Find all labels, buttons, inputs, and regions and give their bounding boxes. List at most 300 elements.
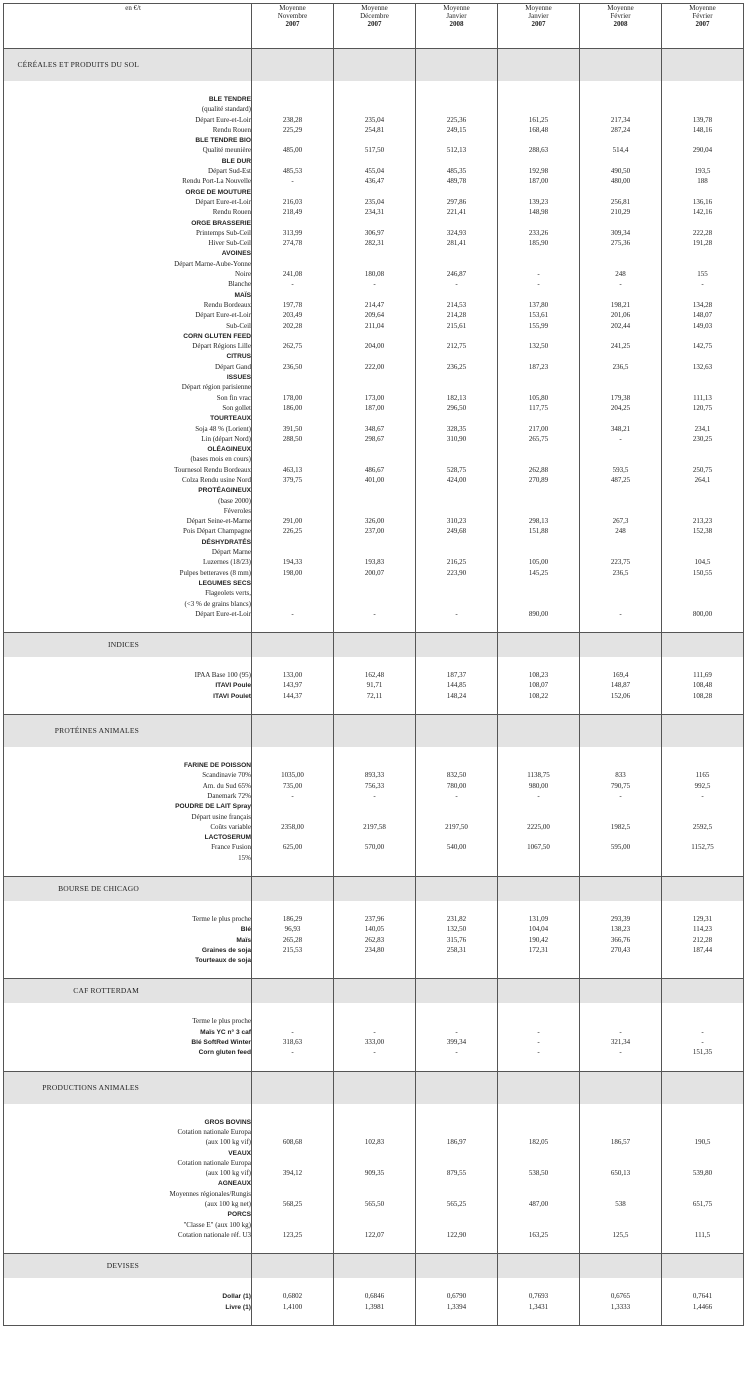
table-row (4, 589, 744, 599)
value-cell (416, 1179, 498, 1189)
table-row (4, 761, 744, 771)
value-cell: 293,39 (580, 915, 662, 925)
value-cell: 216,03 (252, 198, 334, 208)
spacer-cell (498, 1003, 580, 1017)
value-cell (416, 486, 498, 496)
spacer-cell (662, 1104, 744, 1118)
section-header-cell (252, 1254, 334, 1279)
value-cell: 139,78 (662, 116, 744, 126)
value-cell: 735,00 (252, 782, 334, 792)
value-cell (416, 1190, 498, 1200)
spacer-cell (580, 1059, 662, 1072)
value-cell (334, 1210, 416, 1220)
spacer-cell (662, 747, 744, 761)
value-cell (662, 1221, 744, 1231)
value-cell (334, 105, 416, 115)
row-label: BLE TENDRE (208, 96, 251, 103)
value-cell (416, 1017, 498, 1027)
value-cell: 486,67 (334, 466, 416, 476)
spacer-cell (416, 747, 498, 761)
value-cell: 151,88 (498, 527, 580, 537)
value-cell: 0,7641 (662, 1292, 744, 1302)
value-cell: 485,53 (252, 167, 334, 177)
value-cell: 1067,50 (498, 843, 580, 853)
section-header-cell (252, 715, 334, 748)
table-row (4, 854, 744, 864)
value-cell: 150,55 (662, 569, 744, 579)
value-cell: 270,43 (580, 946, 662, 956)
column-header-line: Moyenne (607, 4, 634, 12)
column-header (252, 4, 334, 49)
column-header-line: 2007 (695, 20, 710, 28)
row-label: Pois Départ Champagne (182, 527, 251, 536)
value-cell: - (580, 1048, 662, 1058)
value-cell (334, 507, 416, 517)
value-cell: 1152,75 (662, 843, 744, 853)
value-cell (252, 219, 334, 229)
spacer-cell (252, 1313, 334, 1326)
spacer-cell (4, 966, 252, 979)
row-label: Noire (235, 270, 251, 279)
value-cell (416, 761, 498, 771)
section-header-cell (498, 979, 580, 1004)
value-cell: 197,78 (252, 301, 334, 311)
value-cell (498, 497, 580, 507)
section-header-cell (334, 633, 416, 658)
value-cell: - (334, 792, 416, 802)
spacer-cell (580, 1003, 662, 1017)
section-header-cell (416, 715, 498, 748)
table-row (4, 476, 744, 486)
spacer-row (4, 1059, 744, 1072)
value-cell: 517,50 (334, 146, 416, 156)
value-cell (416, 854, 498, 864)
value-cell: 394,12 (252, 1169, 334, 1179)
value-cell (498, 219, 580, 229)
value-cell: 168,48 (498, 126, 580, 136)
value-cell: 236,25 (416, 363, 498, 373)
row-label: ISSUES (226, 374, 251, 382)
section-header (4, 633, 744, 658)
table-row (4, 692, 744, 702)
table-row (4, 1231, 744, 1241)
row-label: Hiver Sub-Ceil (208, 239, 251, 248)
value-cell: 2197,58 (334, 823, 416, 833)
value-cell: 193,83 (334, 558, 416, 568)
value-cell (252, 414, 334, 424)
value-cell (662, 1118, 744, 1128)
spacer-cell (416, 657, 498, 671)
value-cell: 190,42 (498, 936, 580, 946)
table-row (4, 1292, 744, 1302)
row-label: Tournesol Rendu Bordeaux (174, 465, 251, 474)
value-cell: 105,00 (498, 558, 580, 568)
spacer-row (4, 657, 744, 671)
value-cell (580, 414, 662, 424)
value-cell: 485,35 (416, 167, 498, 177)
section-header-cell (252, 1071, 334, 1104)
value-cell: - (580, 610, 662, 620)
value-cell (416, 833, 498, 843)
value-cell: 187,37 (416, 671, 498, 681)
value-cell: 214,53 (416, 301, 498, 311)
value-cell (662, 538, 744, 548)
value-cell (416, 291, 498, 301)
value-cell: - (580, 280, 662, 290)
column-header-line: Décembre (360, 12, 389, 20)
row-label: LEGUMES SECS (198, 579, 251, 587)
value-cell (498, 157, 580, 167)
value-cell: 211,04 (334, 322, 416, 332)
value-cell: 192,98 (498, 167, 580, 177)
section-header-cell (580, 633, 662, 658)
value-cell: - (416, 1028, 498, 1038)
value-cell (334, 1221, 416, 1231)
row-label: GROS BOVINS (204, 1118, 251, 1126)
spacer-cell (252, 966, 334, 979)
value-cell (580, 136, 662, 146)
spacer-cell (252, 1241, 334, 1254)
value-cell: 231,82 (416, 915, 498, 925)
value-cell: 0,6765 (580, 1292, 662, 1302)
spacer-row (4, 1313, 744, 1326)
value-cell (334, 579, 416, 589)
row-label: France Fusion (211, 843, 251, 852)
value-cell (662, 249, 744, 259)
table-row (4, 558, 744, 568)
value-cell: - (498, 270, 580, 280)
value-cell: 223,75 (580, 558, 662, 568)
value-cell (498, 1190, 580, 1200)
value-cell: - (334, 610, 416, 620)
value-cell (662, 445, 744, 455)
value-cell (252, 507, 334, 517)
section-header-cell (252, 633, 334, 658)
value-cell (662, 414, 744, 424)
table-row (4, 1210, 744, 1220)
spacer-cell (334, 1003, 416, 1017)
spacer-cell (416, 1241, 498, 1254)
row-label: Féveroles (223, 506, 251, 515)
value-cell (252, 352, 334, 362)
table-row (4, 1179, 744, 1189)
value-cell (662, 157, 744, 167)
value-cell (252, 1190, 334, 1200)
value-cell: 608,68 (252, 1138, 334, 1148)
value-cell (498, 1159, 580, 1169)
row-label: Blanche (228, 280, 251, 289)
value-cell (580, 157, 662, 167)
value-cell: 321,34 (580, 1038, 662, 1048)
value-cell: - (334, 280, 416, 290)
value-cell (252, 249, 334, 259)
value-cell: 1,3431 (498, 1303, 580, 1313)
value-cell (416, 455, 498, 465)
row-label: ORGE DE MOUTURE (185, 188, 251, 196)
spacer-cell (4, 1059, 252, 1072)
value-cell: - (662, 1038, 744, 1048)
value-cell (334, 802, 416, 812)
spacer-cell (498, 1313, 580, 1326)
row-label: VEAUX (228, 1149, 251, 1157)
price-table-container (3, 3, 743, 1326)
value-cell (498, 383, 580, 393)
value-cell (416, 1210, 498, 1220)
row-label: Terme le plus proche (192, 1017, 251, 1026)
value-cell: 111,69 (662, 671, 744, 681)
value-cell (334, 260, 416, 270)
column-header-line: 2008 (449, 20, 464, 28)
value-cell: 235,04 (334, 198, 416, 208)
section-header-cell (580, 49, 662, 82)
row-label: Colza Rendu usine Nord (181, 475, 251, 484)
section-header (4, 715, 744, 748)
value-cell: 133,00 (252, 671, 334, 681)
row-label: Tourteaux de soja (195, 957, 251, 965)
value-cell: - (416, 610, 498, 620)
table-row (4, 1149, 744, 1159)
table-row (4, 394, 744, 404)
value-cell: 568,25 (252, 1200, 334, 1210)
spacer-cell (334, 702, 416, 715)
value-cell: 540,00 (416, 843, 498, 853)
value-cell: 890,00 (498, 610, 580, 620)
value-cell (662, 95, 744, 105)
value-cell: 879,55 (416, 1169, 498, 1179)
value-cell (334, 1190, 416, 1200)
value-cell: 241,25 (580, 342, 662, 352)
table-row (4, 198, 744, 208)
value-cell (662, 291, 744, 301)
row-label: PORCS (227, 1211, 251, 1219)
value-cell: 489,78 (416, 177, 498, 187)
table-row (4, 322, 744, 332)
value-cell (416, 548, 498, 558)
value-cell (662, 188, 744, 198)
value-cell (580, 548, 662, 558)
value-cell (334, 1159, 416, 1169)
column-header-line: Moyenne (525, 4, 552, 12)
value-cell (334, 383, 416, 393)
value-cell (498, 332, 580, 342)
value-cell (416, 157, 498, 167)
value-cell: 249,68 (416, 527, 498, 537)
value-cell (252, 1128, 334, 1138)
value-cell (662, 600, 744, 610)
value-cell: 162,48 (334, 671, 416, 681)
value-cell: 651,75 (662, 1200, 744, 1210)
value-cell: 282,31 (334, 239, 416, 249)
table-row (4, 260, 744, 270)
spacer-cell (416, 1059, 498, 1072)
spacer-cell (580, 864, 662, 877)
section-header-cell (662, 715, 744, 748)
value-cell (498, 538, 580, 548)
row-label: FARINE DE POISSON (183, 762, 251, 770)
value-cell: 310,23 (416, 517, 498, 527)
value-cell: 204,00 (334, 342, 416, 352)
spacer-cell (416, 702, 498, 715)
value-cell (498, 1017, 580, 1027)
value-cell (662, 956, 744, 966)
value-cell: 172,31 (498, 946, 580, 956)
value-cell: 265,75 (498, 435, 580, 445)
column-header-line: Février (692, 12, 713, 20)
value-cell (334, 1118, 416, 1128)
table-row (4, 249, 744, 259)
value-cell: 152,38 (662, 527, 744, 537)
spacer-row (4, 81, 744, 95)
value-cell (662, 1179, 744, 1189)
value-cell (662, 813, 744, 823)
table-row (4, 445, 744, 455)
spacer-cell (416, 966, 498, 979)
table-row (4, 569, 744, 579)
value-cell (334, 352, 416, 362)
table-row (4, 792, 744, 802)
value-cell (662, 455, 744, 465)
value-cell: 186,57 (580, 1138, 662, 1148)
value-cell: - (662, 280, 744, 290)
spacer-cell (252, 1059, 334, 1072)
table-row (4, 311, 744, 321)
table-row (4, 208, 744, 218)
value-cell: 309,34 (580, 229, 662, 239)
section-header-cell (334, 715, 416, 748)
value-cell: 186,97 (416, 1138, 498, 1148)
table-row (4, 146, 744, 156)
value-cell: 102,83 (334, 1138, 416, 1148)
value-cell: 178,00 (252, 394, 334, 404)
value-cell: 1,3981 (334, 1303, 416, 1313)
header-row (4, 4, 744, 49)
row-label: Qualité meunière (202, 146, 251, 155)
value-cell (416, 383, 498, 393)
spacer-cell (662, 620, 744, 633)
value-cell (252, 332, 334, 342)
value-cell (580, 1159, 662, 1169)
value-cell (252, 761, 334, 771)
value-cell: 210,29 (580, 208, 662, 218)
spacer-row (4, 702, 744, 715)
value-cell (662, 579, 744, 589)
value-cell (580, 445, 662, 455)
column-header-line: Novembre (277, 12, 308, 20)
spacer-cell (4, 1003, 252, 1017)
value-cell: 191,28 (662, 239, 744, 249)
spacer-cell (662, 1278, 744, 1292)
value-cell: 117,75 (498, 404, 580, 414)
value-cell: - (498, 792, 580, 802)
spacer-cell (416, 81, 498, 95)
value-cell: 248 (580, 270, 662, 280)
value-cell: 173,00 (334, 394, 416, 404)
value-cell (416, 332, 498, 342)
spacer-cell (416, 1003, 498, 1017)
section-header-cell (662, 877, 744, 902)
value-cell: 310,90 (416, 435, 498, 445)
value-cell (662, 352, 744, 362)
table-row (4, 1138, 744, 1148)
value-cell: 1138,75 (498, 771, 580, 781)
value-cell (334, 486, 416, 496)
value-cell (580, 589, 662, 599)
value-cell (580, 373, 662, 383)
value-cell: - (416, 792, 498, 802)
value-cell: - (416, 280, 498, 290)
value-cell (416, 414, 498, 424)
table-row (4, 782, 744, 792)
value-cell: 0,6802 (252, 1292, 334, 1302)
section-header-cell (334, 49, 416, 82)
value-cell (416, 538, 498, 548)
section-header (4, 1254, 744, 1279)
value-cell: 230,25 (662, 435, 744, 445)
row-label: Terme le plus proche (192, 915, 251, 923)
table-row (4, 105, 744, 115)
spacer-cell (580, 657, 662, 671)
column-header (416, 4, 498, 49)
value-cell (334, 589, 416, 599)
spacer-cell (498, 1104, 580, 1118)
value-cell: 187,44 (662, 946, 744, 956)
row-label: (base 2000) (218, 496, 251, 505)
table-row (4, 600, 744, 610)
section-header-cell (416, 633, 498, 658)
value-cell: 262,83 (334, 936, 416, 946)
section-header-cell (580, 715, 662, 748)
spacer-cell (334, 1241, 416, 1254)
section-header-cell (662, 49, 744, 82)
section-title: DEVISES (4, 1254, 252, 1279)
value-cell (498, 455, 580, 465)
section-title: PROTÉINES ANIMALES (4, 715, 252, 748)
value-cell (662, 1149, 744, 1159)
value-cell (662, 1017, 744, 1027)
value-cell: 215,53 (252, 946, 334, 956)
value-cell (252, 600, 334, 610)
row-label: Rendu Bordeaux (203, 300, 251, 309)
row-label: BLE TENDRE BIO (195, 137, 251, 145)
value-cell: 313,99 (252, 229, 334, 239)
value-cell: 201,06 (580, 311, 662, 321)
value-cell: 202,28 (252, 322, 334, 332)
spacer-cell (4, 1278, 252, 1292)
spacer-cell (334, 1059, 416, 1072)
row-label: Départ Régions Lille (192, 342, 251, 351)
value-cell: 144,85 (416, 681, 498, 691)
value-cell: 215,61 (416, 322, 498, 332)
value-cell (498, 589, 580, 599)
column-header-line: Janvier (446, 12, 467, 20)
value-cell: 104,5 (662, 558, 744, 568)
value-cell: 800,00 (662, 610, 744, 620)
section-header-cell (416, 1071, 498, 1104)
value-cell: 249,15 (416, 126, 498, 136)
table-row (4, 1028, 744, 1038)
value-cell: 625,00 (252, 843, 334, 853)
spacer-cell (662, 657, 744, 671)
section-header (4, 877, 744, 902)
value-cell: 235,04 (334, 116, 416, 126)
value-cell (580, 507, 662, 517)
column-header-line: 2007 (285, 20, 300, 28)
value-cell: 306,97 (334, 229, 416, 239)
value-cell: 104,04 (498, 925, 580, 935)
value-cell (580, 455, 662, 465)
value-cell: 236,5 (580, 569, 662, 579)
value-cell (416, 956, 498, 966)
